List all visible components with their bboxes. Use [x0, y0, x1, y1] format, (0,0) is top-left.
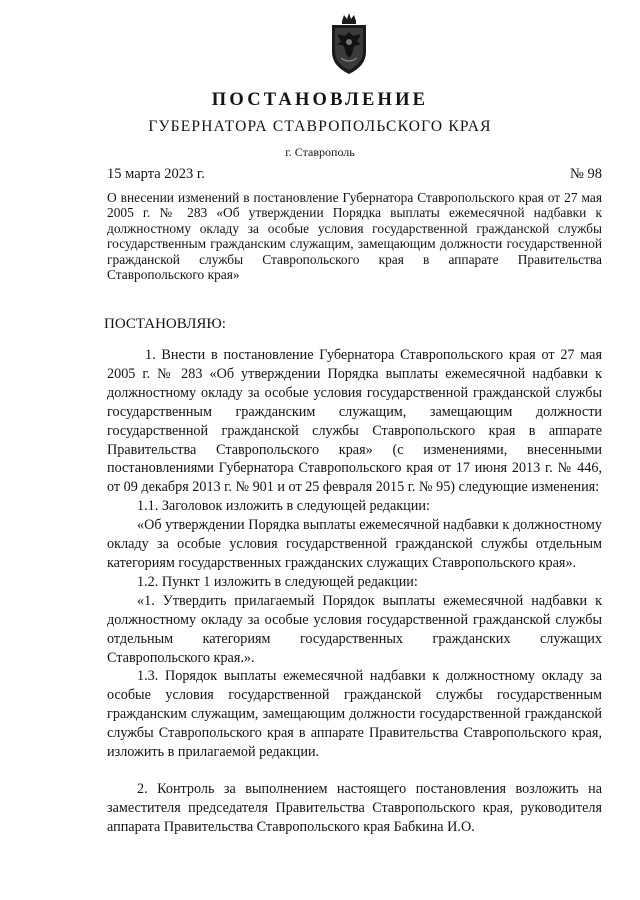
paragraph-1-3: 1.3. Порядок выплаты ежемесячной надбавки к должностному окладу за особые условия государственной гражданской службы государственным гражданским служащим, замещающим должности государственной гражданской службы Ставропольского края в аппарате Правительства Ставропольского края, изложить в прилагаемой редакции. [107, 668, 602, 761]
document-subject: О внесении изменений в постановление Губернатора Ставропольского края от 27 мая 2005 г. № 283 «Об утверждении Порядка выплаты ежемесячной надбавки к должностному окладу за особые условия государственной гражданской службы государственным гражданским служащим, замещающим должности государственной гражданской службы Ставропольского края в аппарате Правительства Ставропольского края» [107, 190, 602, 283]
date-number-line [107, 166, 602, 183]
document-body [107, 346, 602, 837]
issuer-title: ГУБЕРНАТОРА СТАВРОПОЛЬСКОГО КРАЯ [148, 118, 492, 135]
paragraph-1-2-text: «1. Утвердить прилагаемый Порядок выплаты ежемесячной надбавки к должностному окладу за особые условия государственной гражданской службы отдельным категориям государственных гражданских служащих Ставропольского края.». [107, 592, 602, 666]
document-title: ПОСТАНОВЛЕНИЕ [211, 90, 429, 110]
paragraph-1-1: 1.1. Заголовок изложить в следующей редакции: [137, 498, 430, 515]
coat-of-arms-icon [327, 12, 371, 76]
paragraph-1: 1. Внести в постановление Губернатора Ставропольского края от 27 мая 2005 г. № 283 «Об утверждении Порядка выплаты ежемесячной надбавки к должностному окладу за особые условия государственной гражданской службы государственным гражданским служащим, замещающим должности государственной гражданской службы Ставропольского края в аппарате Правительства Ставропольского края» (с изменениями, внесенными постановлениями Губернатора Ставропольского края от 17 июня 2013 г. № 446, от 09 декабря 2013 г. № 901 и от 25 февраля 2015 г. № 95) следующие изменения: [107, 347, 602, 496]
document-number: № 98 [570, 166, 602, 182]
paragraph-2: 2. Контроль за выполнением настоящего постановления возложить на заместителя председателя Правительства Ставропольского края, руководителя аппарата Правительства Ставропольского края Бабкина И.О. [107, 780, 602, 835]
paragraph-1-2: 1.2. Пункт 1 изложить в следующей редакции: [137, 573, 418, 590]
paragraph-1-1-text: «Об утверждении Порядка выплаты ежемесячной надбавки к должностному окладу за особые условия государственной гражданской службы отдельным категориям государственных гражданских служащих Ставропольского края». [107, 517, 602, 571]
city-name: г. Ставрополь [285, 145, 355, 159]
decree-word: ПОСТАНОВЛЯЮ: [104, 316, 226, 332]
document-date: 15 марта 2023 г. [107, 166, 205, 182]
